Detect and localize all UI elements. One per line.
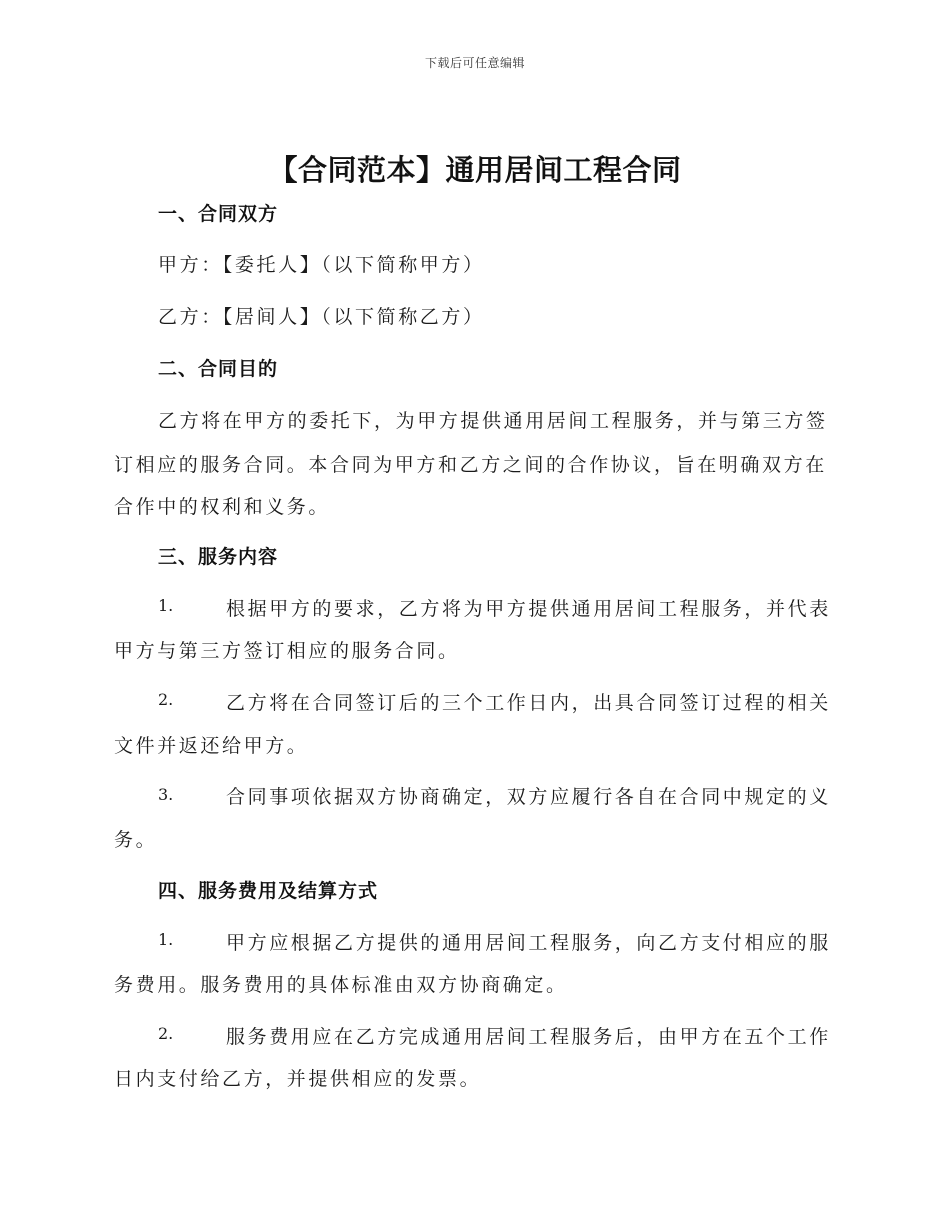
list-item-number: 3. xyxy=(158,785,174,804)
list-item-number: 2. xyxy=(158,690,174,709)
list-item-line: 甲方与第三方签订相应的服务合同。 xyxy=(114,640,460,662)
list-item-line: 服务费用应在乙方完成通用居间工程服务后，由甲方在五个工作 xyxy=(226,1026,831,1048)
purpose-line: 乙方将在甲方的委托下，为甲方提供通用居间工程服务，并与第三方签 xyxy=(158,410,828,432)
list-item-line: 日内支付给乙方，并提供相应的发票。 xyxy=(114,1068,482,1090)
section-heading-parties: 一、合同双方 xyxy=(158,203,279,225)
party-b-line: 乙方：【居间人】（以下简称乙方） xyxy=(158,306,485,328)
list-item-number: 2. xyxy=(158,1024,174,1043)
list-item-line: 乙方将在合同签订后的三个工作日内，出具合同签订过程的相关 xyxy=(226,692,831,714)
list-item-line: 合同事项依据双方协商确定，双方应履行各自在合同中规定的义 xyxy=(226,786,831,808)
section-heading-services: 三、服务内容 xyxy=(158,546,279,568)
section-heading-purpose: 二、合同目的 xyxy=(158,358,279,380)
list-item-line: 务。 xyxy=(114,829,158,851)
purpose-line: 订相应的服务合同。本合同为甲方和乙方之间的合作协议，旨在明确双方在 xyxy=(114,454,827,476)
list-item-line: 务费用。服务费用的具体标准由双方协商确定。 xyxy=(114,974,568,996)
party-a-line: 甲方：【委托人】（以下简称甲方） xyxy=(158,254,485,276)
list-item-number: 1. xyxy=(158,596,174,615)
list-item-line: 甲方应根据乙方提供的通用居间工程服务，向乙方支付相应的服 xyxy=(226,932,831,954)
list-item-line: 文件并返还给甲方。 xyxy=(114,735,309,757)
list-item-number: 1. xyxy=(158,930,174,949)
document-title: 【合同范本】通用居间工程合同 xyxy=(268,153,682,187)
list-item-line: 根据甲方的要求，乙方将为甲方提供通用居间工程服务，并代表 xyxy=(226,598,831,620)
header-note: 下载后可任意编辑 xyxy=(424,56,525,70)
section-heading-fees: 四、服务费用及结算方式 xyxy=(158,880,379,902)
purpose-line: 合作中的权利和义务。 xyxy=(114,496,331,518)
